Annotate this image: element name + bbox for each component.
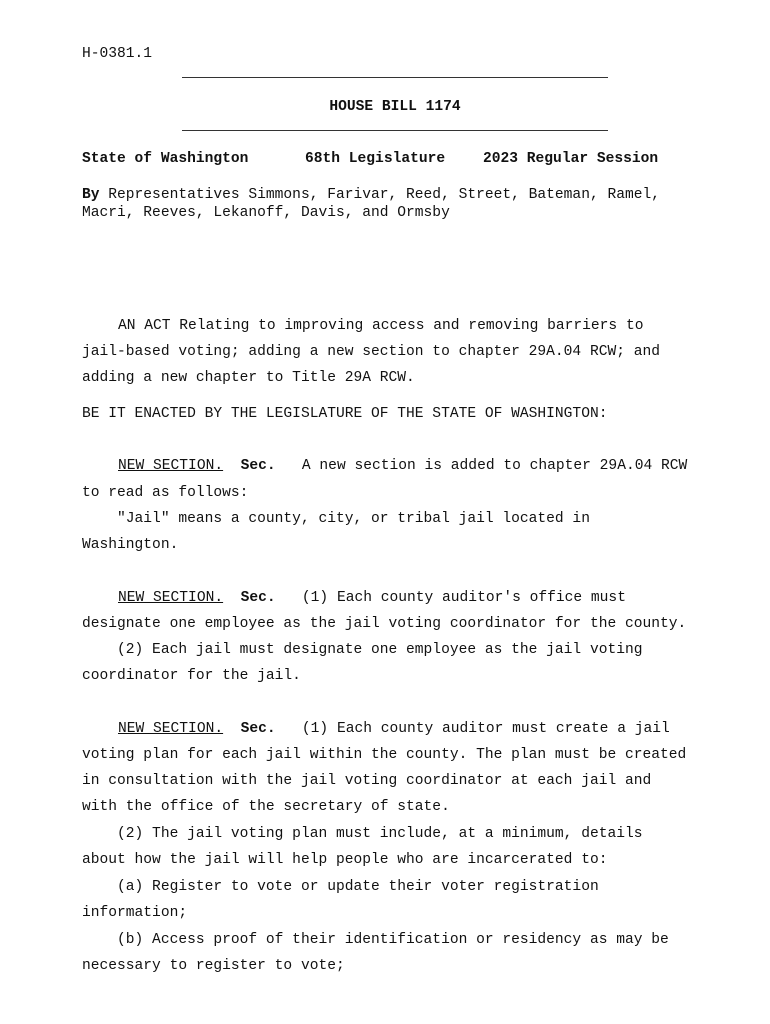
section-3-line: information;: [82, 905, 188, 921]
bottom-rule: [182, 130, 608, 131]
new-section-label: NEW SECTION.: [118, 721, 224, 737]
section-2-first-line: (1) Each county auditor's office must: [275, 590, 626, 606]
document-id: H-0381.1: [82, 46, 153, 62]
sec-label: Sec.: [240, 721, 276, 737]
section-3-line: (a) Register to vote or update their voter registration: [82, 879, 599, 895]
section-2-heading: [118, 590, 626, 606]
sec-label: Sec.: [240, 590, 276, 606]
section-2-line: (2) Each jail must designate one employee as the jail voting: [82, 642, 643, 658]
sponsors-line-2: Macri, Reeves, Lekanoff, Davis, and Ormsby: [82, 205, 450, 221]
new-section-label: NEW SECTION.: [118, 458, 224, 474]
section-1-first-line: A new section is added to chapter 29A.04 RCW: [275, 458, 688, 474]
section-1-heading: [118, 458, 687, 474]
by-label: By: [82, 187, 100, 203]
sponsors-text-1: Representatives Simmons, Farivar, Reed, Street, Bateman, Ramel,: [99, 187, 661, 203]
act-line-2: jail-based voting; adding a new section to chapter 29A.04 RCW; and: [82, 344, 661, 360]
act-line-1: AN ACT Relating to improving access and removing barriers to: [118, 318, 644, 334]
enacting-clause: BE IT ENACTED BY THE LEGISLATURE OF THE STATE OF WASHINGTON:: [82, 406, 608, 422]
act-line-3: adding a new chapter to Title 29A RCW.: [82, 370, 415, 386]
section-1-line: Washington.: [82, 537, 179, 553]
bill-title: HOUSE BILL 1174: [329, 99, 461, 115]
top-rule: [182, 77, 608, 78]
new-section-label: NEW SECTION.: [118, 590, 224, 606]
section-1-line: "Jail" means a county, city, or tribal jail located in: [82, 511, 590, 527]
section-3-line: about how the jail will help people who are incarcerated to:: [82, 852, 608, 868]
section-3-line: (2) The jail voting plan must include, at a minimum, details: [82, 826, 643, 842]
legislature-label: 68th Legislature: [305, 151, 446, 167]
sponsors-line-1: [82, 187, 660, 203]
section-2-line: designate one employee as the jail voting coordinator for the county.: [82, 616, 687, 632]
section-3-line: (b) Access proof of their identification or residency as may be: [82, 932, 669, 948]
section-1-line: to read as follows:: [82, 485, 249, 501]
section-2-line: coordinator for the jail.: [82, 668, 301, 684]
sec-label: Sec.: [240, 458, 276, 474]
section-3-first-line: (1) Each county auditor must create a jail: [275, 721, 670, 737]
section-3-line: voting plan for each jail within the county. The plan must be created: [82, 747, 687, 763]
section-3-line: necessary to register to vote;: [82, 958, 345, 974]
session-label: 2023 Regular Session: [483, 151, 659, 167]
state-label: State of Washington: [82, 151, 249, 167]
section-3-line: with the office of the secretary of state.: [82, 799, 450, 815]
section-3-heading: [118, 721, 670, 737]
section-3-line: in consultation with the jail voting coordinator at each jail and: [82, 773, 652, 789]
